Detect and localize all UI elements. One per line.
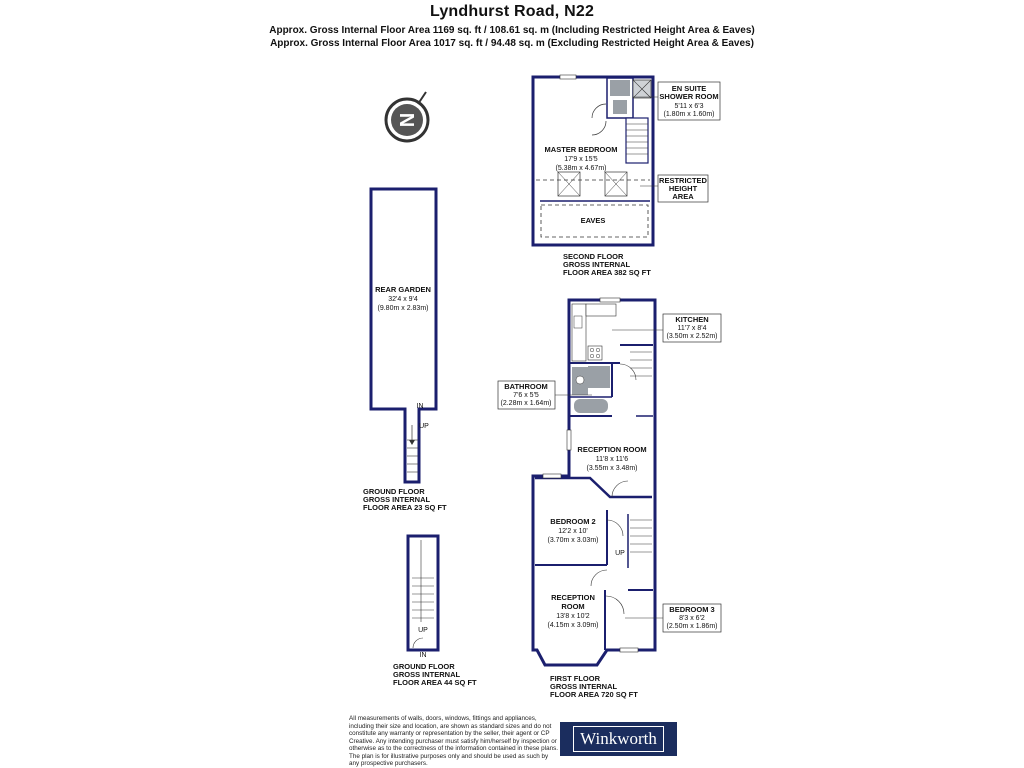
reception-room-imperial: 11'8 x 11'6 (595, 456, 629, 463)
first-floor-label-3: FLOOR AREA 720 SQ FT (550, 690, 638, 699)
reception2-metric: (4.15m x 3.09m) (547, 622, 599, 629)
kitchen-metric: (3.50m x 2.52m) (666, 333, 718, 340)
garden-in-label: IN (416, 403, 424, 410)
restricted-label-3: AREA (672, 192, 694, 201)
first-floor (533, 298, 655, 665)
rear-garden-imperial: 32'4 x 9'4 (388, 296, 418, 303)
ensuite-name-2: SHOWER ROOM (659, 92, 719, 101)
master-bedroom-name: MASTER BEDROOM (544, 145, 618, 154)
ground44-label-2: GROSS INTERNAL (393, 670, 461, 679)
compass-icon (386, 92, 428, 141)
restricted-label-1: RESTRICTED (659, 176, 707, 185)
first-floor-label-2: GROSS INTERNAL (550, 682, 618, 691)
second-floor-label-2: GROSS INTERNAL (563, 260, 631, 269)
rear-garden-name: REAR GARDEN (375, 285, 431, 294)
reception-room-name: RECEPTION ROOM (577, 445, 647, 454)
ground-floor-garden (371, 189, 436, 482)
master-bedroom-metric: (5.38m x 4.67m) (555, 165, 607, 172)
area-including: Approx. Gross Internal Floor Area 1169 sq. ft / 108.61 sq. m (Including Restricted Height Area & Eaves) (269, 25, 755, 36)
bedroom2-imperial: 12'2 x 10' (558, 528, 588, 535)
reception-room-metric: (3.55m x 3.48m) (586, 465, 638, 472)
eaves-label: EAVES (580, 216, 606, 225)
reception2-imperial: 13'8 x 10'2 (556, 613, 590, 620)
bathroom-name: BATHROOM (504, 382, 548, 391)
disclaimer: All measurements of walls, doors, windows, fittings and appliances, including their size and location, are shown as standard sizes and do not constitute any warranty or representation by the seller, their agent or CP Creative. Any intending purchaser must satisfy him/herself by inspection or otherwise as to the correctness of the information contained in these plans. The plan is for illustrative purposes only and should be used as such by any prospective purchasers. (349, 715, 558, 767)
bedroom3-metric: (2.50m x 1.86m) (666, 623, 718, 630)
ensuite-imperial: 5'11 x 6'3 (674, 103, 704, 110)
ensuite-name: EN SUITE (671, 84, 707, 93)
ground23-label-1: GROUND FLOOR (363, 487, 425, 496)
kitchen-name: KITCHEN (675, 315, 709, 324)
bedroom2-name: BEDROOM 2 (550, 517, 596, 526)
master-bedroom-imperial: 17'9 x 15'5 (564, 156, 598, 163)
restricted-label-2: HEIGHT (668, 184, 698, 193)
kitchen-imperial: 11'7 x 8'4 (677, 325, 707, 332)
area-excluding: Approx. Gross Internal Floor Area 1017 sq. ft / 94.48 sq. m (Excluding Restricted Height Area & Eaves) (270, 38, 754, 49)
bedroom3-name: BEDROOM 3 (669, 605, 715, 614)
bedroom3-imperial: 8'3 x 6'2 (679, 615, 705, 622)
ensuite-metric: (1.80m x 1.60m) (663, 111, 715, 118)
ground44-label-3: FLOOR AREA 44 SQ FT (393, 678, 477, 687)
rear-garden-metric: (9.80m x 2.83m) (377, 305, 429, 312)
ground23-label-2: GROSS INTERNAL (363, 495, 431, 504)
entry-in-label: IN (419, 652, 427, 659)
ground23-label-3: FLOOR AREA 23 SQ FT (363, 503, 447, 512)
winkworth-logo (560, 722, 677, 756)
first-floor-label-1: FIRST FLOOR (550, 674, 600, 683)
bathroom-metric: (2.28m x 1.64m) (500, 400, 552, 407)
ground44-label-1: GROUND FLOOR (393, 662, 455, 671)
bathroom-imperial: 7'6 x 5'5 (513, 392, 539, 399)
second-floor-label-3: FLOOR AREA 382 SQ FT (563, 268, 651, 277)
bedroom2-metric: (3.70m x 3.03m) (547, 537, 599, 544)
reception2-name-2: ROOM (561, 602, 585, 611)
garden-up-label: UP (419, 423, 429, 430)
reception2-name: RECEPTION (551, 593, 595, 602)
compass-letter: N (397, 112, 419, 128)
landing-up-label: UP (615, 550, 625, 557)
plan-title: Lyndhurst Road, N22 (429, 3, 595, 20)
second-floor-label-1: SECOND FLOOR (563, 252, 624, 261)
brand-name: Winkworth (573, 726, 664, 752)
entry-up-label: UP (418, 627, 428, 634)
